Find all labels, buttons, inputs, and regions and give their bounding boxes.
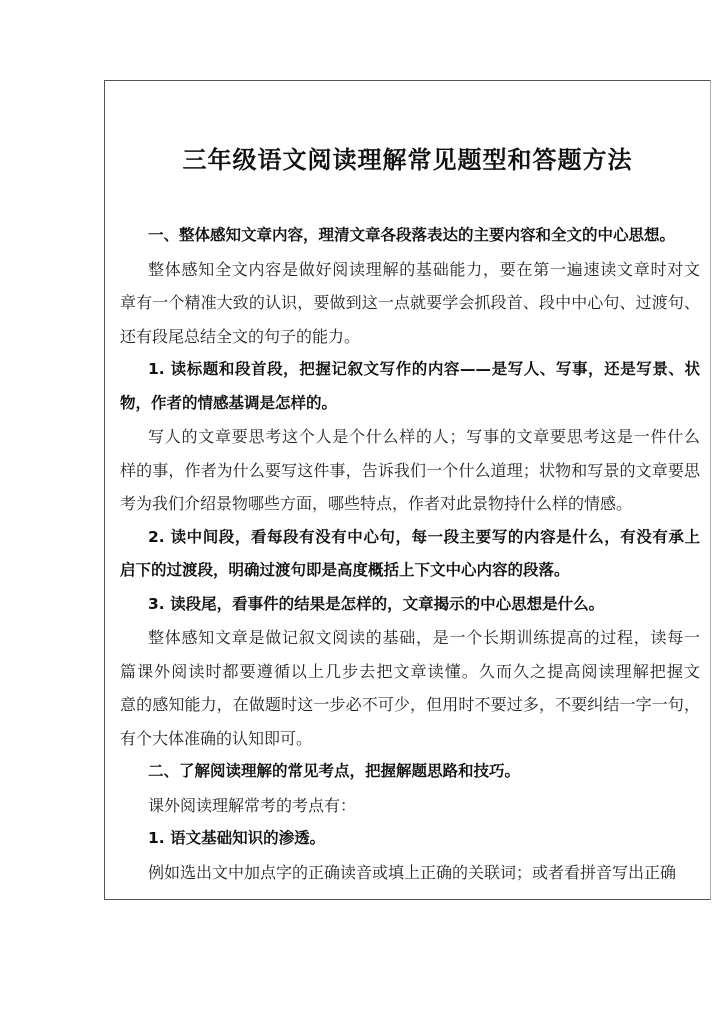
body-paragraph <box>120 856 700 890</box>
section-heading <box>120 822 700 856</box>
text-line: 3. 读段尾，看事件的结果是怎样的，文章揭示的中心思想是什么。 <box>148 594 605 613</box>
text-line: 1. 语文基础知识的渗透。 <box>148 829 326 847</box>
body-paragraph <box>120 420 700 521</box>
text-line: 写人的文章要思考这个人是个什么样的人；写事的文章要思考这是一件什么 <box>148 427 700 446</box>
text-line: 一、整体感知文章内容，理清文章各段落表达的主要内容和全文的中心思想。 <box>148 226 676 244</box>
text-line: 启下的过渡段，明确过渡句即是高度概括上下文中心内容的段落。 <box>120 561 570 579</box>
document-title: 三年级语文阅读理解常见题型和答题方法 <box>182 146 633 174</box>
text-line: 例如选出文中加点字的正确读音或填上正确的关联词；或者看拼音写出正确 <box>148 862 677 882</box>
section-heading <box>120 755 700 789</box>
section-heading <box>120 219 700 253</box>
text-line: 课外阅读理解常考的考点有： <box>148 795 357 815</box>
section-heading <box>120 521 700 588</box>
text-line: 样的事，作者为什么要写这件事，告诉我们一个什么道理；状物和写景的文章要思 <box>120 460 700 480</box>
text-line: 1. 读标题和段首段，把握记叙文写作的内容——是写人、写事，还是写景、状 <box>148 360 700 378</box>
text-line: 篇课外阅读时都要遵循以上几步去把文章读懂。久而久之提高阅读理解把握文 <box>120 661 700 681</box>
text-line: 2. 读中间段，看每段有没有中心句，每一段主要写的内容是什么，有没有承上 <box>148 527 700 546</box>
text-line: 物，作者的情感基调是怎样的。 <box>120 393 338 412</box>
text-line: 整体感知全文内容是做好阅读理解的基础能力，要在第一遍速读文章时对文 <box>148 259 700 279</box>
section-heading <box>120 588 700 622</box>
text-line: 考为我们介绍景物哪些方面，哪些特点，作者对此景物持什么样的情感。 <box>120 494 633 513</box>
text-line: 整体感知文章是做记叙文阅读的基础，是一个长期训练提高的过程，读每一 <box>148 628 700 647</box>
text-line: 还有段尾总结全文的句子的能力。 <box>120 326 361 346</box>
text-line: 章有一个精准大致的认识，要做到这一点就要学会抓段首、段中中心句、过渡句、 <box>120 293 700 312</box>
text-line: 意的感知能力，在做题时这一步必不可少，但用时不要过多，不要纠结一字一句， <box>120 695 700 714</box>
body-paragraph <box>120 789 700 823</box>
body-paragraph <box>120 253 700 354</box>
document-body <box>120 219 700 889</box>
text-line: 有个大体准确的认知即可。 <box>120 728 313 748</box>
section-heading <box>120 353 700 420</box>
text-line: 二、了解阅读理解的常见考点，把握解题思路和技巧。 <box>148 762 521 780</box>
body-paragraph <box>120 621 700 755</box>
